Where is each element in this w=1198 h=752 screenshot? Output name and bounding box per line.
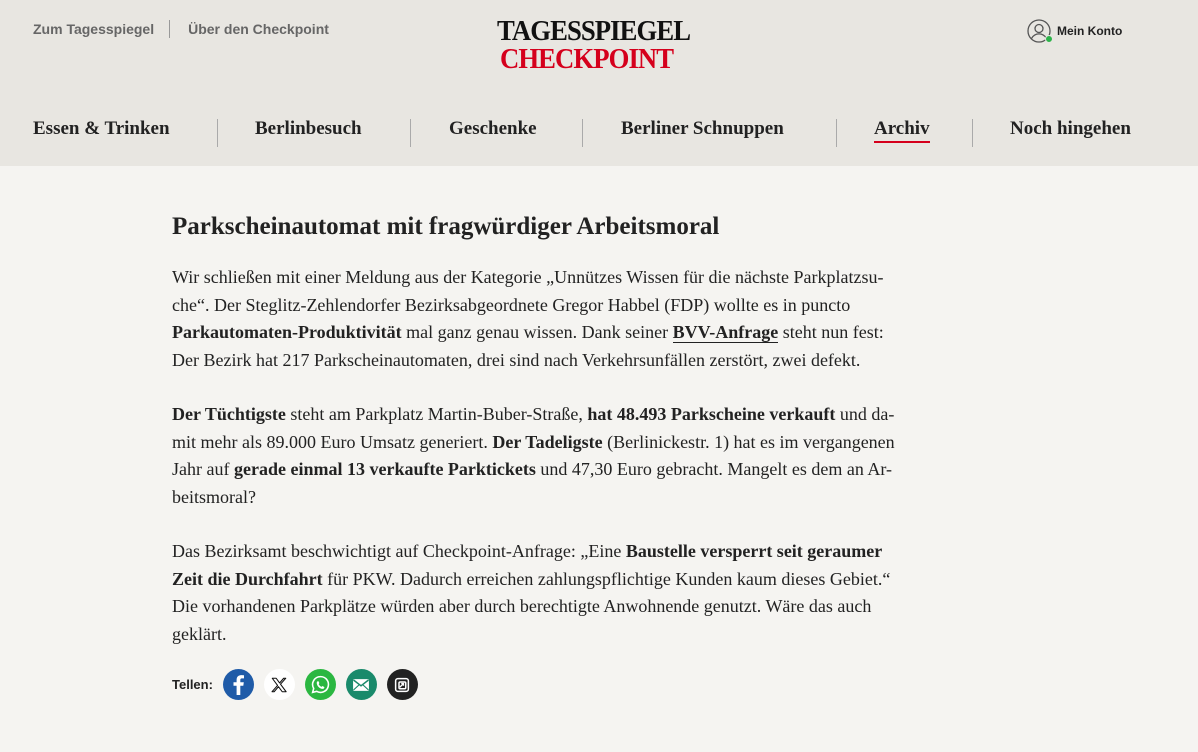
nav-item-berliner-schnuppen[interactable]	[621, 118, 784, 148]
nav-divider	[972, 119, 973, 147]
link-zum-tagesspiegel[interactable]: Zum Tagesspiegel	[33, 21, 155, 37]
nav-item-essen-trinken[interactable]	[33, 118, 170, 148]
text-line: che“. Der Steglitz-Zehlendorfer Bezirksabgeordnete Gregor Habbel (FDP) wollte es in puncto	[172, 294, 851, 315]
x-icon[interactable]	[264, 669, 295, 700]
site-header	[0, 0, 1198, 166]
nav-label: Berliner Schnuppen	[621, 118, 784, 139]
nav-label: Archiv	[874, 118, 930, 143]
share-bar	[172, 669, 428, 700]
text-line: Der Tüchtigste steht am Parkplatz Martin-Buber-Straße, hat 48.493 Parkscheine verkauft und da-	[172, 404, 895, 424]
site-logo[interactable]	[497, 15, 691, 75]
link-ueber-checkpoint[interactable]: Über den Checkpoint	[188, 21, 329, 37]
article-paragraph	[172, 401, 1002, 511]
nav-label: Essen & Trinken	[33, 118, 170, 139]
nav-item-archiv[interactable]	[874, 118, 930, 148]
nav-label: Berlinbesuch	[255, 118, 362, 139]
account-button[interactable]	[1027, 19, 1122, 43]
facebook-icon[interactable]	[223, 669, 254, 700]
text-line: Parkautomaten-Produktivität mal ganz genau wissen. Dank seiner BVV-Anfrage steht nun fest:	[172, 322, 884, 342]
text-line: geklärt.	[172, 623, 227, 644]
article-paragraph	[172, 264, 1002, 374]
nav-item-noch-hingehen[interactable]	[1010, 118, 1131, 148]
text-line: beitsmoral?	[172, 486, 256, 507]
article	[172, 211, 1002, 648]
text-line: Die vorhandenen Parkplätze würden aber durch berechtigte Anwohnende genutzt. Wäre das auch	[172, 596, 872, 616]
whatsapp-icon[interactable]	[305, 669, 336, 700]
main-nav	[0, 118, 1198, 148]
nav-item-geschenke[interactable]	[449, 118, 537, 148]
article-paragraph	[172, 538, 1002, 648]
text-line: mit mehr als 89.000 Euro Umsatz generiert. Der Tadeligste (Berlinickestr. 1) hat es im vergangenen	[172, 431, 895, 452]
copy-link-icon[interactable]	[387, 669, 418, 700]
top-links	[33, 20, 329, 38]
share-label: Tellen:	[172, 677, 213, 692]
nav-divider	[410, 119, 411, 147]
text-line: Jahr auf gerade einmal 13 verkaufte Parktickets und 47,30 Euro gebracht. Mangelt es dem an Ar-	[172, 459, 892, 479]
account-label: Mein Konto	[1057, 24, 1123, 38]
nav-divider	[836, 119, 837, 147]
nav-divider	[582, 119, 583, 147]
user-avatar-icon	[1027, 19, 1051, 43]
nav-item-berlinbesuch[interactable]	[255, 118, 362, 148]
article-title: Parkscheinautomat mit fragwürdiger Arbeitsmoral	[172, 213, 720, 240]
online-status-dot	[1045, 35, 1053, 43]
text-line: Der Bezirk hat 217 Parkscheinautomaten, drei sind nach Verkehrsunfällen zerstört, zwei defekt.	[172, 349, 861, 370]
nav-label: Geschenke	[449, 118, 537, 139]
logo-line-1: TAGESSPIEGEL	[497, 15, 691, 47]
logo-line-2: CHECKPOINT	[500, 43, 674, 75]
nav-divider	[217, 119, 218, 147]
email-icon[interactable]	[346, 669, 377, 700]
text-line: Wir schließen mit einer Meldung aus der Kategorie „Unnützes Wissen für die nächste Parkplatzsu-	[172, 267, 884, 287]
bvv-anfrage-link[interactable]: BVV-Anfrage	[672, 322, 779, 342]
nav-label: Noch hingehen	[1010, 118, 1131, 139]
text-line: Zeit die Durchfahrt für PKW. Dadurch erreichen zahlungspflichtige Kunden kaum dieses Gebiet.“	[172, 568, 891, 589]
text-line: Das Bezirksamt beschwichtigt auf Checkpoint-Anfrage: „Eine Baustelle versperrt seit geraumer	[172, 541, 883, 561]
divider	[169, 20, 170, 38]
